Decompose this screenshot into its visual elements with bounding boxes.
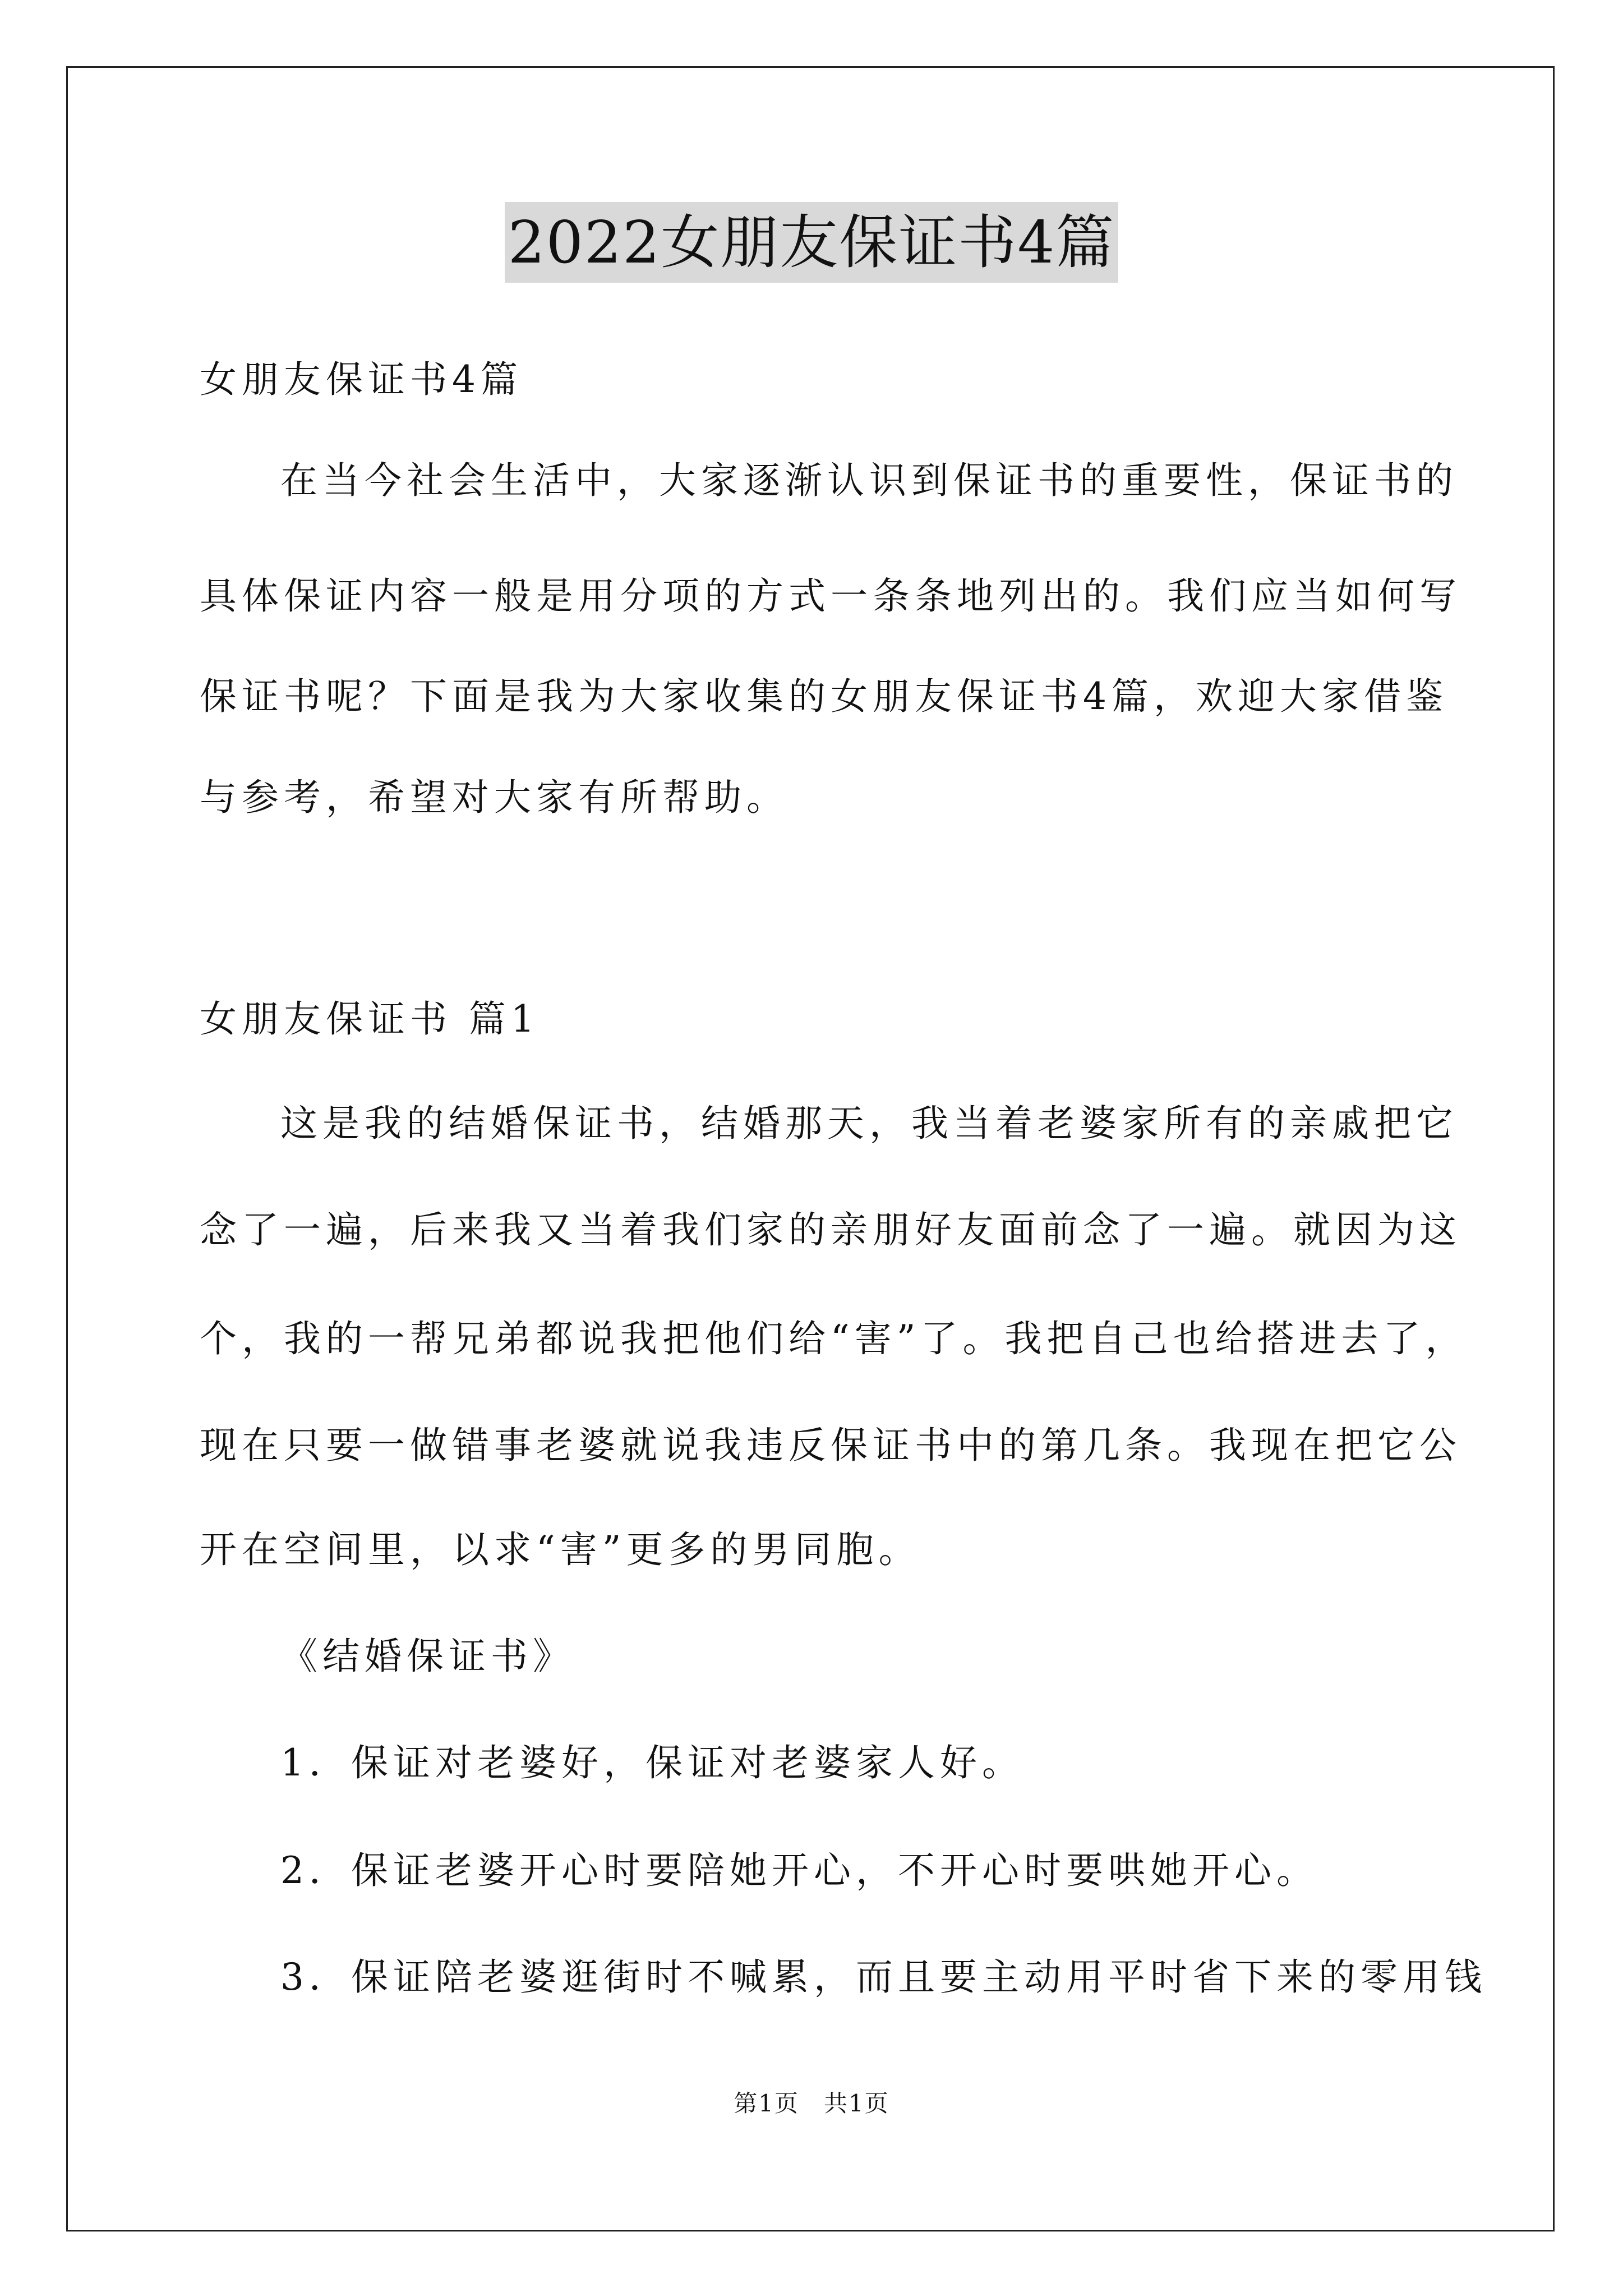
pledge-item-3: 3．保证陪老婆逛街时不喊累，而且要主动用平时省下来的零用钱 xyxy=(280,1955,1487,1999)
section-1-line-1: 这是我的结婚保证书，结婚那天，我当着老婆家所有的亲戚把它 xyxy=(280,1102,1458,1145)
title-container xyxy=(0,202,1623,283)
document-title: 2022女朋友保证书4篇 xyxy=(505,202,1119,283)
section-1-heading: 女朋友保证书 篇1 xyxy=(200,997,540,1041)
section-1-line-4: 现在只要一做错事老婆就说我违反保证书中的第几条。我现在把它公 xyxy=(200,1424,1461,1467)
section-1-line-5: 开在空间里，以求“害”更多的男同胞。 xyxy=(200,1528,921,1571)
intro-line-1: 在当今社会生活中，大家逐渐认识到保证书的重要性，保证书的 xyxy=(280,459,1458,502)
intro-line-3: 保证书呢？下面是我为大家收集的女朋友保证书4篇，欢迎大家借鉴 xyxy=(200,675,1448,718)
pledge-item-2: 2．保证老婆开心时要陪她开心，不开心时要哄她开心。 xyxy=(280,1849,1318,1892)
section-1-line-2: 念了一遍，后来我又当着我们家的亲朋好友面前念了一遍。就因为这 xyxy=(200,1208,1461,1251)
pledge-item-1: 1．保证对老婆好，保证对老婆家人好。 xyxy=(280,1741,1024,1784)
intro-line-4: 与参考，希望对大家有所帮助。 xyxy=(200,776,789,819)
page-footer: 第1页 共1页 xyxy=(734,2090,889,2117)
document-subtitle: 女朋友保证书4篇 xyxy=(200,358,523,401)
section-1-line-3: 个，我的一帮兄弟都说我把他们给“害”了。我把自己也给搭进去了， xyxy=(200,1317,1468,1360)
pledge-title: 《结婚保证书》 xyxy=(280,1635,575,1678)
intro-line-2: 具体保证内容一般是用分项的方式一条条地列出的。我们应当如何写 xyxy=(200,574,1461,618)
